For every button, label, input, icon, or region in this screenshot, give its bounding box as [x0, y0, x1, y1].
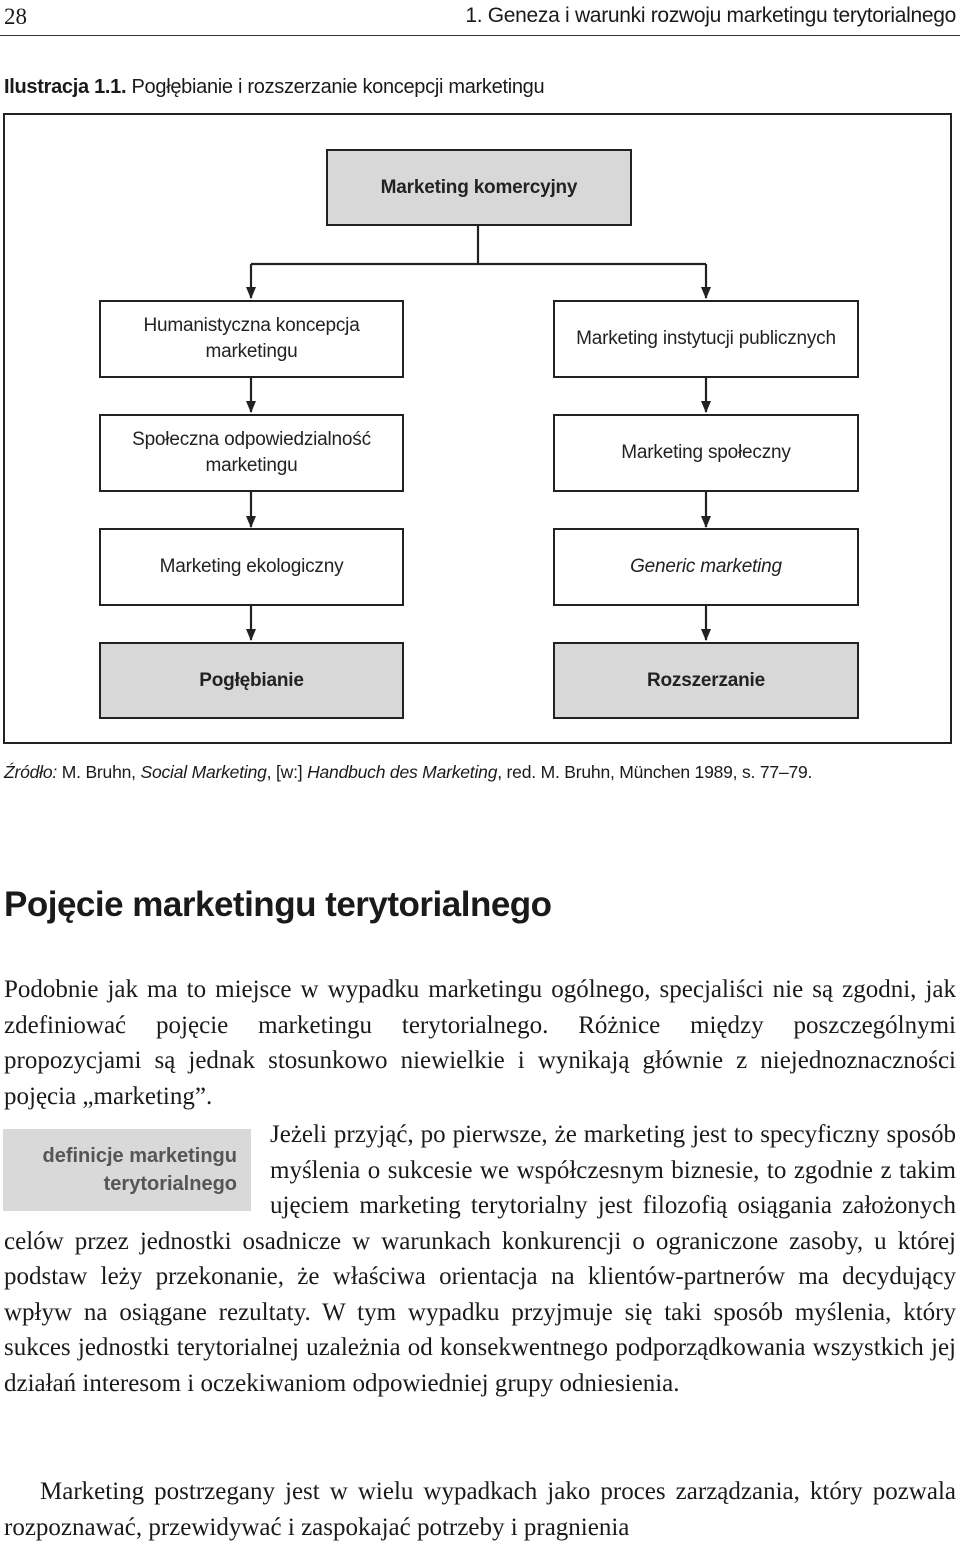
section-heading: Pojęcie marketingu terytorialnego: [4, 885, 552, 924]
margin-note-line-1: definicje marketingu: [42, 1145, 237, 1167]
figure-caption-text: Pogłębianie i rozszerzanie koncepcji marketingu: [131, 76, 545, 98]
source-book: Handbuch des Marketing: [307, 762, 498, 782]
box-spoleczna-odpowiedzialnosc: Społeczna odpowiedzialność marketingu: [99, 414, 404, 492]
box-rozszerzanie: Rozszerzanie: [553, 642, 859, 719]
source-title: Social Marketing: [140, 762, 267, 782]
box-generic-marketing: Generic marketing: [553, 528, 859, 606]
paragraph-2: [4, 1117, 956, 1401]
source-label: Źródło:: [4, 762, 58, 782]
box-marketing-instytucji-publicznych: Marketing instytucji publicznych: [553, 300, 859, 378]
source-author: M. Bruhn,: [57, 762, 141, 782]
box-marketing-spoleczny: Marketing społeczny: [553, 414, 859, 492]
source-rest: , red. M. Bruhn, München 1989, s. 77–79.: [497, 762, 813, 782]
source-in: , [w:]: [266, 762, 308, 782]
page-number: 28: [4, 4, 27, 29]
paragraph-1: Podobnie jak ma to miejsce w wypadku marketingu ogólnego, specjaliści nie są zgodni, jak zdefiniować pojęcie marketingu terytorialnego. Różnice między poszczególnymi propozycjami są jednak stosunkowo niewielkie i wynikają głównie z niejednoznaczności pojęcia „marketing”.: [4, 976, 956, 1110]
margin-note-spacer: [4, 1117, 270, 1223]
box-marketing-ekologiczny: Marketing ekologiczny: [99, 528, 404, 606]
paragraph-3: Marketing postrzegany jest w wielu wypadkach jako proces zarządzania, który pozwala rozpoznawać, przewidywać i zaspokajać potrzeby i pragnienia: [4, 1478, 956, 1541]
paragraph-2-text: Jeżeli przyjąć, po pierwsze, że marketing jest to specyficzny sposób myślenia o sukcesie we współczesnym biznesie, to zgodnie z takim ujęciem marketing terytorialny jest filozofią osiągania założonych celów przez jednostki osadnicze w warunkach konkurencji o ograniczone zasoby, u której podstaw leży przekonanie, że właściwa orientacja na klientów-partnerów ma decydujący wpływ na osiągane rezultaty. W tym wypadku przyjmuje się taki sposób myślenia, który sukces jednostki terytorialnej uzależnia od konsekwentnego podporządkowania wszystkich jej działań interesom i oczekiwaniom odpowiedniej grupy odniesienia.: [4, 1121, 956, 1397]
box-humanistyczna-koncepcja: Humanistyczna koncepcja marketingu: [99, 300, 404, 378]
margin-note-line-2: terytorialnego: [103, 1173, 237, 1195]
figure-source: [4, 762, 812, 783]
box-poglebianie: Pogłębianie: [99, 642, 404, 719]
figure-caption-label: Ilustracja 1.1.: [4, 76, 127, 98]
running-head: 1. Geneza i warunki rozwoju marketingu terytorialnego: [465, 4, 956, 27]
box-marketing-komercyjny: Marketing komercyjny: [326, 149, 632, 226]
